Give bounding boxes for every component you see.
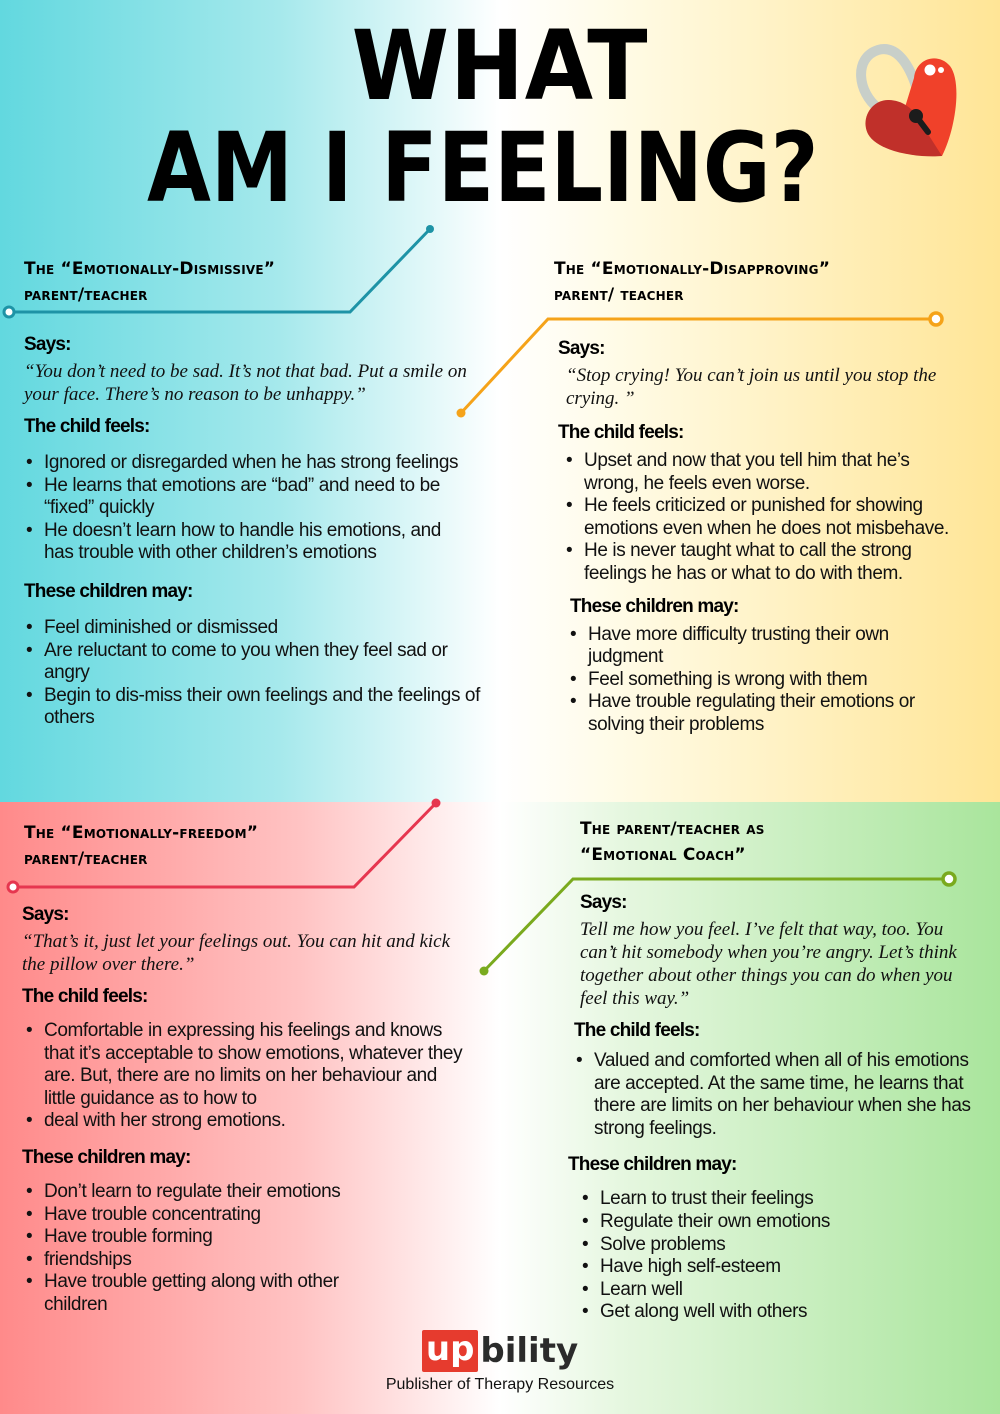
says-label: Says:	[24, 334, 71, 355]
list-item: • Feel diminished or dismissed	[44, 617, 494, 640]
quote-text: Tell me how you feel. I’ve felt that way, too. You can’t hit somebody when you’re angry. Let’s think together about other things you can do when you feel this way.”	[580, 919, 957, 1009]
list-item: • Have more difficulty trusting their own judgment	[588, 624, 968, 669]
list-item: • Have trouble getting along with other children	[44, 1271, 404, 1316]
section-freedom	[24, 820, 494, 1317]
upbility-logo[interactable]	[422, 1330, 578, 1372]
list-item: • Learn well	[600, 1279, 980, 1302]
children-may-list	[580, 1188, 980, 1324]
child-feels-label: The child feels:	[574, 1020, 700, 1041]
children-may-label: These children may:	[24, 580, 193, 602]
section-heading	[24, 820, 494, 872]
heading-line-1: The “Emotionally-Dismissive”	[24, 259, 276, 279]
list-item: • He is never taught what to call the strong feelings he has or what to do with them.	[584, 540, 954, 585]
list-item: • Begin to dis-miss their own feelings and the feelings of others	[44, 685, 494, 730]
list-item: • Learn to trust their feelings	[600, 1188, 980, 1211]
heading-line-2: “Emotional Coach”	[580, 845, 746, 865]
child-feels-list	[24, 452, 464, 565]
section-heading	[580, 816, 990, 868]
heading-line-2: parent/teacher	[24, 285, 148, 305]
tagline: Publisher of Therapy Resources	[385, 1376, 615, 1393]
says-label: Says:	[22, 904, 69, 925]
children-may-label: These children may:	[22, 1146, 191, 1168]
list-item: • Feel something is wrong with them	[588, 669, 968, 692]
list-item: • Have trouble concentrating	[44, 1204, 404, 1227]
section-disapproving	[554, 256, 974, 737]
heading-line-1: The parent/teacher as	[580, 819, 765, 839]
list-item: • Regulate their own emotions	[600, 1211, 980, 1234]
child-feels-list	[574, 1050, 984, 1140]
section-heading	[24, 256, 494, 308]
child-feels-label: The child feels:	[558, 422, 684, 443]
quote-text: “You don’t need to be sad. It’s not that bad. Put a smile on your face. There’s no reason to be unhappy.”	[24, 361, 467, 405]
quote-text: “That’s it, just let your feelings out. You can hit and kick the pillow over there.”	[22, 931, 451, 975]
brand-rest: bility	[480, 1331, 579, 1371]
section-coach	[568, 816, 990, 1324]
says-label: Says:	[558, 338, 605, 359]
list-item: • friendships	[44, 1249, 404, 1272]
list-item: • Don’t learn to regulate their emotions	[44, 1181, 404, 1204]
list-item: • Upset and now that you tell him that he’s wrong, he feels even worse.	[584, 450, 954, 495]
children-may-list	[24, 617, 494, 730]
children-may-label: These children may:	[568, 1154, 737, 1176]
title-line-1: WHAT	[351, 10, 649, 122]
list-item: • Comfortable in expressing his feelings and knows that it’s acceptable to show emotions, whatever they are. But, there are no limits on her behaviour and little guidance as to how to	[44, 1020, 464, 1110]
list-item: • Have trouble regulating their emotions or solving their problems	[588, 691, 968, 736]
list-item: • Get along well with others	[600, 1301, 980, 1324]
list-item: • He learns that emotions are “bad” and need to be “fixed” quickly	[44, 475, 464, 520]
heart-padlock-icon	[838, 38, 968, 158]
heading-line-2: parent/ teacher	[554, 285, 684, 305]
list-item: • Solve problems	[600, 1234, 980, 1257]
heading-line-1: The “Emotionally-freedom”	[24, 823, 259, 843]
children-may-label: These children may:	[570, 595, 739, 617]
section-heading	[554, 256, 974, 308]
says-label: Says:	[580, 892, 627, 913]
list-item: • He feels criticized or punished for showing emotions even when he does not misbehave.	[584, 495, 954, 540]
heading-line-2: parent/teacher	[24, 849, 148, 869]
list-item: • Valued and comforted when all of his emotions are accepted. At the same time, he learns that there are limits on her behaviour when she has strong feelings.	[594, 1050, 984, 1140]
list-item: • He doesn’t learn how to handle his emotions, and has trouble with other children’s emotions	[44, 520, 464, 565]
list-item: • Are reluctant to come to you when they feel sad or angry	[44, 640, 494, 685]
section-dismissive	[24, 256, 494, 730]
footer	[340, 1330, 660, 1394]
child-feels-list	[564, 450, 954, 586]
heading-line-1: The “Emotionally-Disapproving”	[554, 259, 831, 279]
quote-text: “Stop crying! You can’t join us until you stop the crying. ”	[566, 365, 937, 409]
title-line-2: AM I FEELING?	[147, 112, 819, 224]
list-item: • Have high self-esteem	[600, 1256, 980, 1279]
child-feels-label: The child feels:	[22, 986, 148, 1007]
child-feels-list	[24, 1020, 464, 1133]
list-item: • deal with her strong emotions.	[44, 1110, 464, 1133]
brand-highlight: up	[422, 1330, 479, 1372]
list-item: • Have trouble forming	[44, 1226, 404, 1249]
list-item: • Ignored or disregarded when he has strong feelings	[44, 452, 464, 475]
child-feels-label: The child feels:	[24, 416, 150, 437]
children-may-list	[24, 1181, 404, 1317]
children-may-list	[568, 624, 968, 737]
